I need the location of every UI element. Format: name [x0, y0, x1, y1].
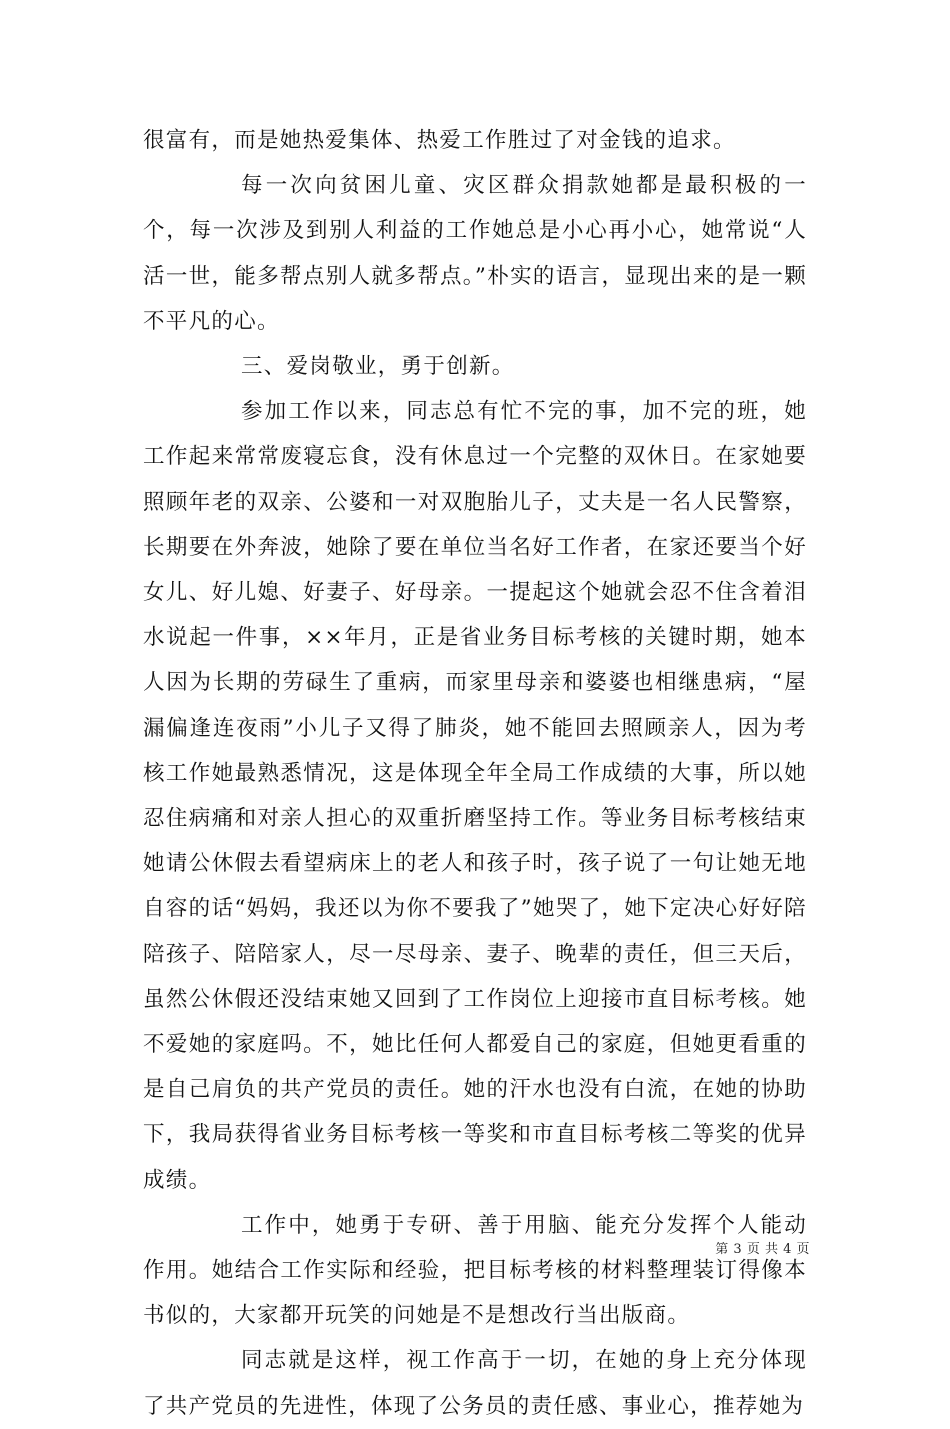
paragraph-donation: 每一次向贫困儿童、灾区群众捐款她都是最积极的一个，每一次涉及到别人利益的工作她总是小心再小心，她常说“人活一世，能多帮点别人就多帮点。”朴实的语言，显现出来的是一颗不平凡的心。: [143, 173, 807, 334]
paragraph-conclusion: 同志就是这样，视工作高于一切，在她的身上充分体现了共产党员的先进性，体现了公务员的责任感、事业心，推荐她为: [143, 1348, 807, 1419]
page-number-footer: 第 3 页 共 4 页: [715, 1242, 810, 1257]
section-heading: 三、爱岗敬业，勇于创新。: [241, 354, 515, 380]
document-body: [143, 118, 807, 1429]
paragraph-innovation: 工作中，她勇于专研、善于用脑、能充分发挥个人能动作用。她结合工作实际和经验，把目标考核的材料整理装订得像本书似的，大家都开玩笑的问她是不是想改行当出版商。: [143, 1212, 807, 1329]
paragraph-continuation: 很富有，而是她热爱集体、热爱工作胜过了对金钱的追求。: [143, 128, 736, 153]
paragraph-dedication: 参加工作以来，同志总有忙不完的事，加不完的班，她工作起来常常废寝忘食，没有休息过一个完整的双休日。在家她要照顾年老的双亲、公婆和一对双胞胎儿子，丈夫是一名人民警察，长期要在外奔波，她除了要在单位当名好工作者，在家还要当个好女儿、好儿媳、好妻子、好母亲。一提起这个她就会忍不住含着泪水说起一件事，××年月，正是省业务目标考核的关键时期，她本人因为长期的劳碌生了重病，而家里母亲和婆婆也相继患病，“屋漏偏逢连夜雨”小儿子又得了肺炎，她不能回去照顾亲人，因为考核工作她最熟悉情况，这是体现全年全局工作成绩的大事，所以她忍住病痛和对亲人担心的双重折磨坚持工作。等业务目标考核结束她请公休假去看望病床上的老人和孩子时，孩子说了一句让她无地自容的话“妈妈，我还以为你不要我了”她哭了，她下定决心好好陪陪孩子、陪陪家人，尽一尽母亲、妻子、晚辈的责任，但三天后，虽然公休假还没结束她又回到了工作岗位上迎接市直目标考核。她不爱她的家庭吗。不，她比任何人都爱自己的家庭，但她更看重的是自己肩负的共产党员的责任。她的汗水也没有白流，在她的协助下，我局获得省业务目标考核一等奖和市直目标考核二等奖的优异成绩。: [143, 399, 807, 1193]
